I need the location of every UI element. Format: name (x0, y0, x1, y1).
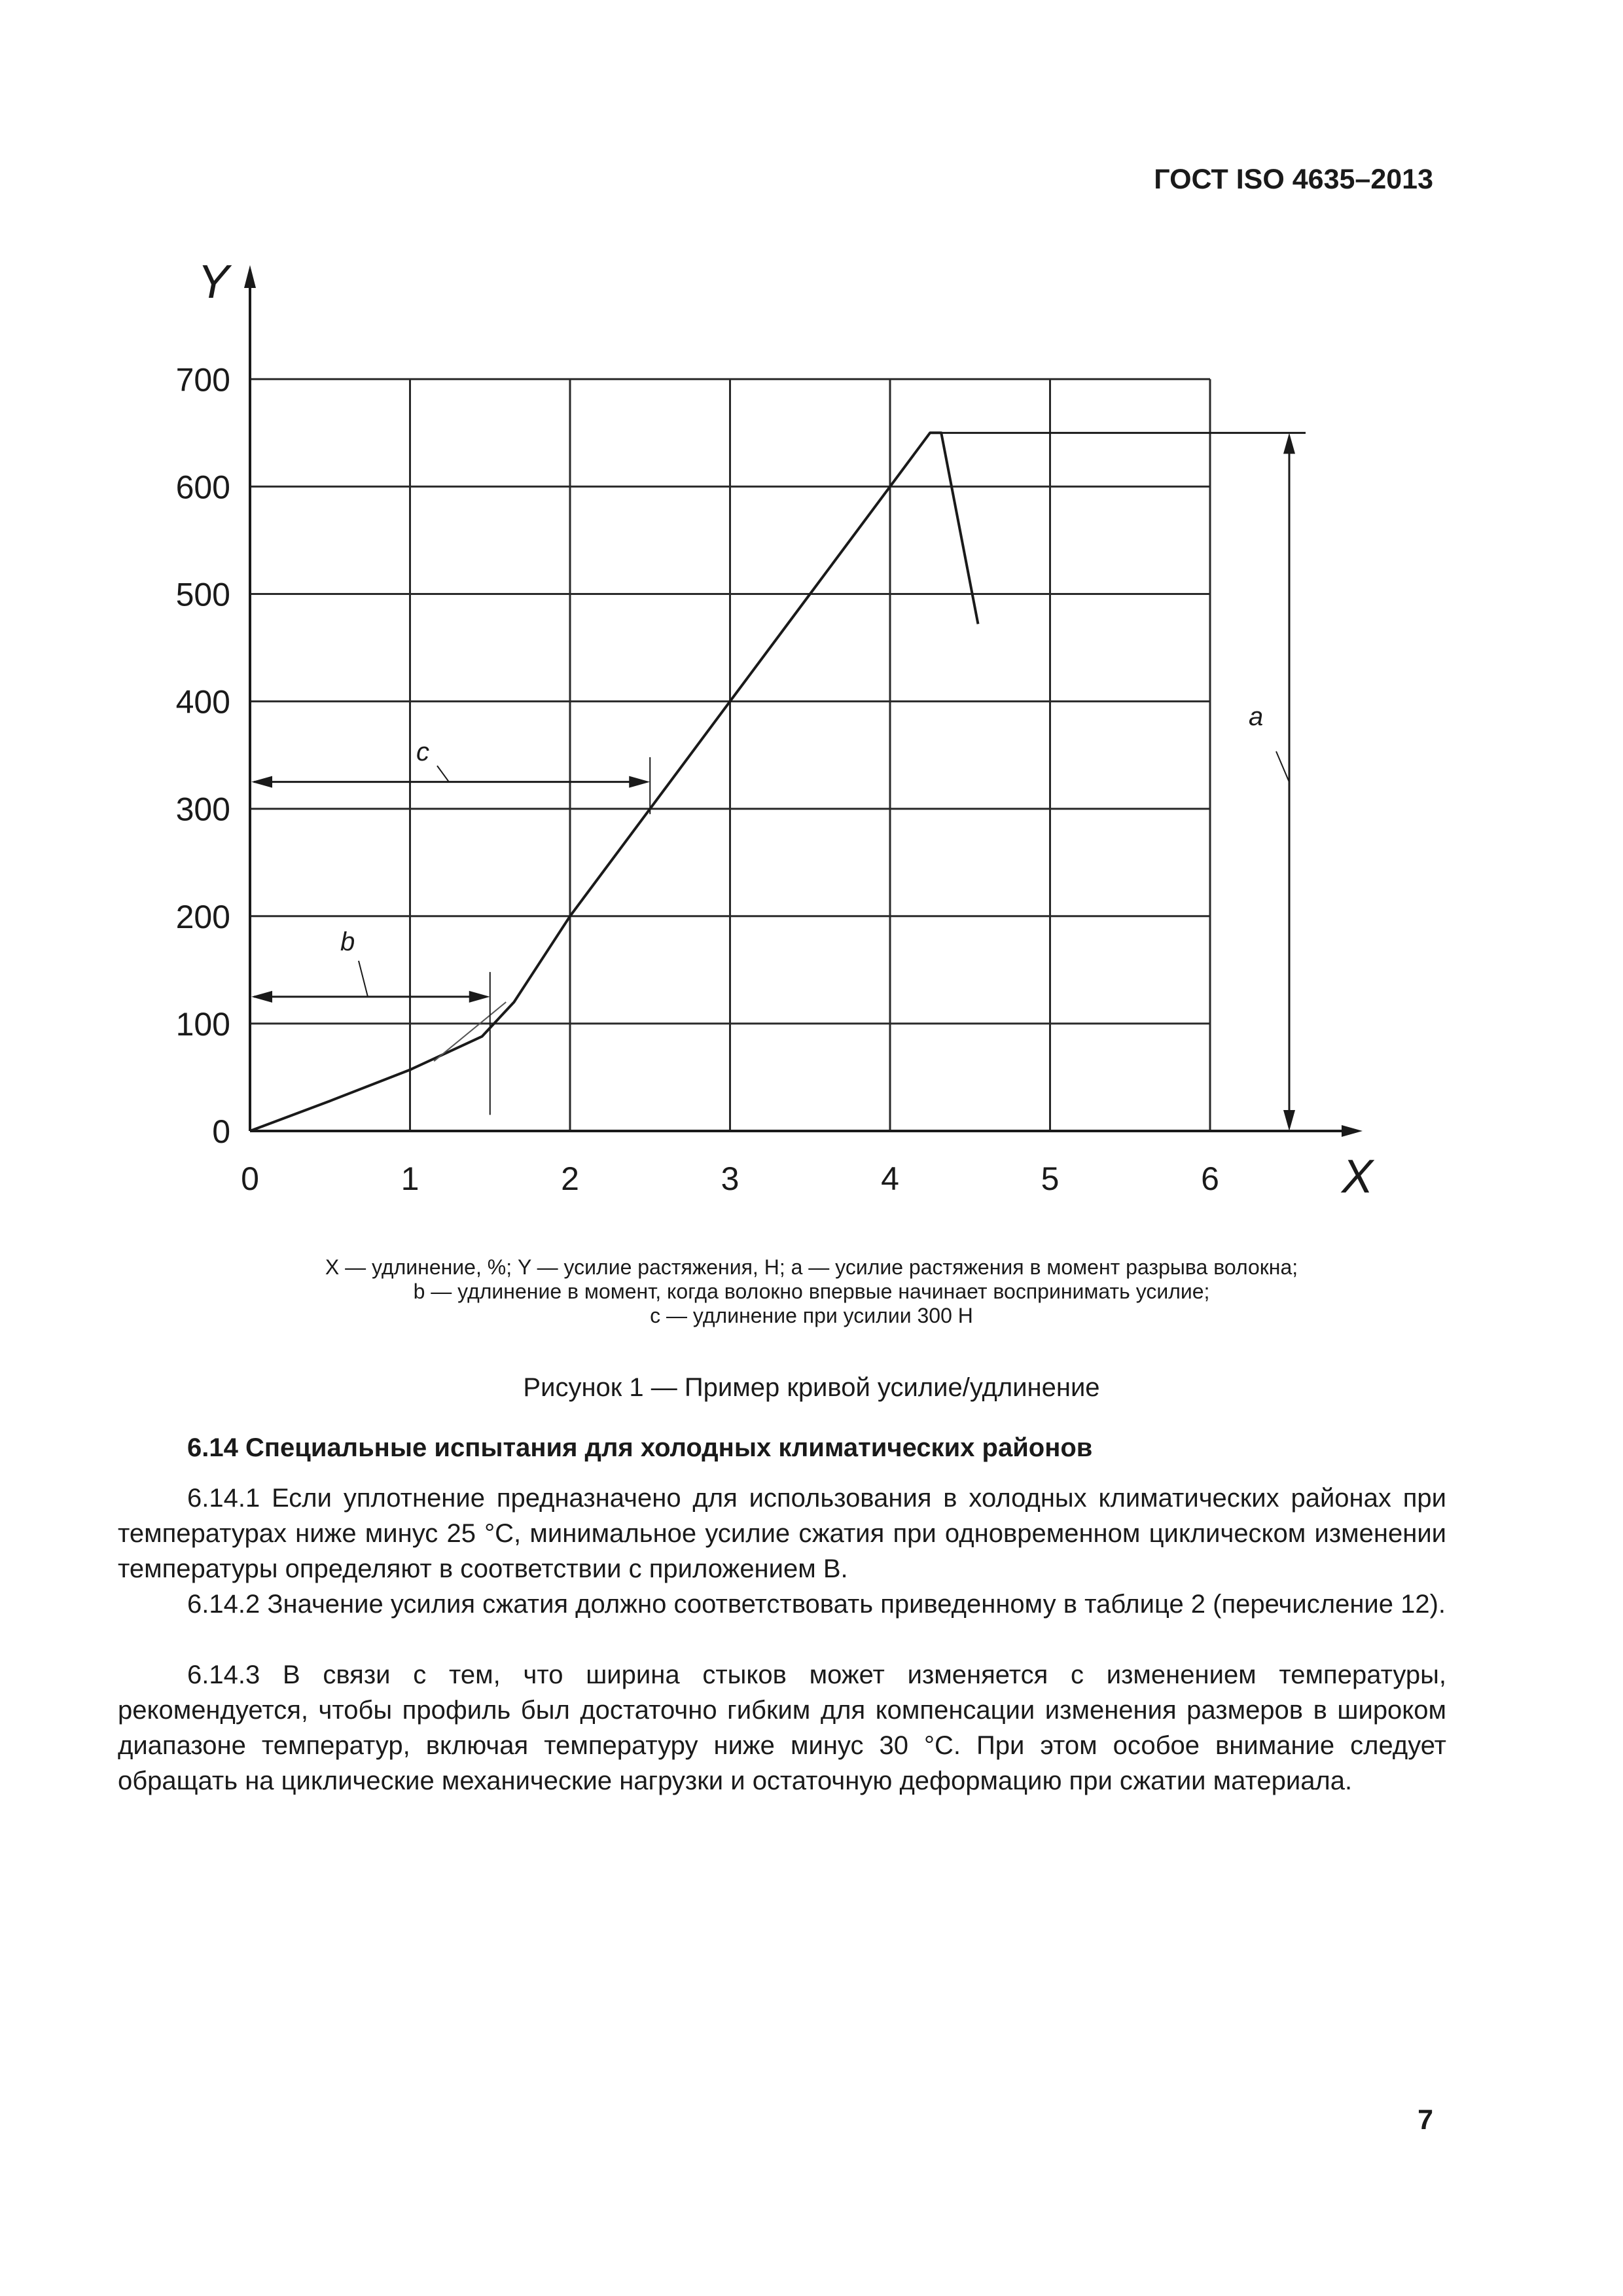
annotation-b-label: b (340, 927, 355, 956)
y-tick-label: 300 (175, 791, 230, 828)
legend-line-1: X — удлинение, %; Y — усилие растяжения, Н; a — усилие растяжения в момент разрыва волокна; (325, 1255, 1298, 1279)
y-tick-label: 600 (175, 469, 230, 506)
figure-legend (0, 1255, 1623, 1328)
figure-caption: Рисунок 1 — Пример кривой усилие/удлинение (523, 1373, 1100, 1402)
paragraph-6-14-2: 6.14.2 Значение усилия сжатия должно соответствовать приведенному в таблице 2 (перечисление 12). (187, 1590, 1446, 1619)
legend-line-2: b — удлинение в момент, когда волокно впервые начинает воспринимать усилие; (413, 1280, 1210, 1303)
annotation-a-arrow-bottom (1283, 1110, 1295, 1131)
y-axis-arrow (244, 265, 256, 288)
x-tick-label: 6 (1201, 1160, 1219, 1197)
annotation-b-arrow-right (469, 991, 490, 1003)
chart-grid (250, 379, 1210, 1131)
x-tick-label: 2 (561, 1160, 579, 1197)
annotation-b-leader (359, 961, 368, 997)
document-header: ГОСТ ISO 4635–2013 (1154, 164, 1433, 195)
section-title: 6.14 Специальные испытания для холодных климатических районов (187, 1433, 1093, 1462)
y-tick-label: 500 (175, 576, 230, 613)
y-tick-label: 700 (175, 361, 230, 399)
annotation-c-label: c (416, 738, 429, 766)
x-axis-label: X (1342, 1151, 1374, 1203)
annotation-c-arrow-right (629, 776, 650, 788)
paragraph-6-14-1: 6.14.1 Если уплотнение предназначено для использования в холодных климатических районах при температурах ниже минус 25 °С, минимальное усилие сжатия при одновременном циклическом изменении температуры определяют в соответствии с приложением В. (118, 1484, 1446, 1583)
chart-tick-labels (176, 256, 1375, 1203)
annotation-a-leader (1276, 751, 1289, 782)
annotation-c-leader (437, 766, 449, 782)
annotation-a-label: a (1249, 702, 1264, 731)
y-tick-label: 200 (175, 898, 230, 935)
x-tick-label: 5 (1041, 1160, 1060, 1197)
page-number: 7 (1418, 2104, 1433, 2136)
x-axis-arrow (1342, 1125, 1363, 1137)
legend-line-3: c — удлинение при усилии 300 Н (650, 1304, 973, 1327)
tangent-line (434, 1002, 506, 1061)
y-tick-label: 400 (175, 683, 230, 721)
x-tick-label: 4 (881, 1160, 899, 1197)
x-tick-label: 0 (241, 1160, 259, 1197)
y-tick-label: 100 (175, 1005, 230, 1043)
x-tick-label: 3 (721, 1160, 740, 1197)
annotation-b-arrow-left (251, 991, 272, 1003)
x-tick-label: 1 (401, 1160, 419, 1197)
y-axis-label: Y (198, 256, 230, 308)
paragraph-6-14-3: 6.14.3 В связи с тем, что ширина стыков может изменяется с изменением температуры, рекомендуется, чтобы профиль был достаточно гибким для компенсации изменения размеров в широком диапазоне температур, включая температуру ниже минус 30 °С. При этом особое внимание следует обращать на циклические механические нагрузки и остаточную деформацию при сжатии материала. (118, 1660, 1446, 1795)
y-tick-label: 0 (212, 1113, 230, 1150)
annotation-c-arrow-left (251, 776, 272, 788)
annotation-a-arrow-top (1283, 433, 1295, 454)
